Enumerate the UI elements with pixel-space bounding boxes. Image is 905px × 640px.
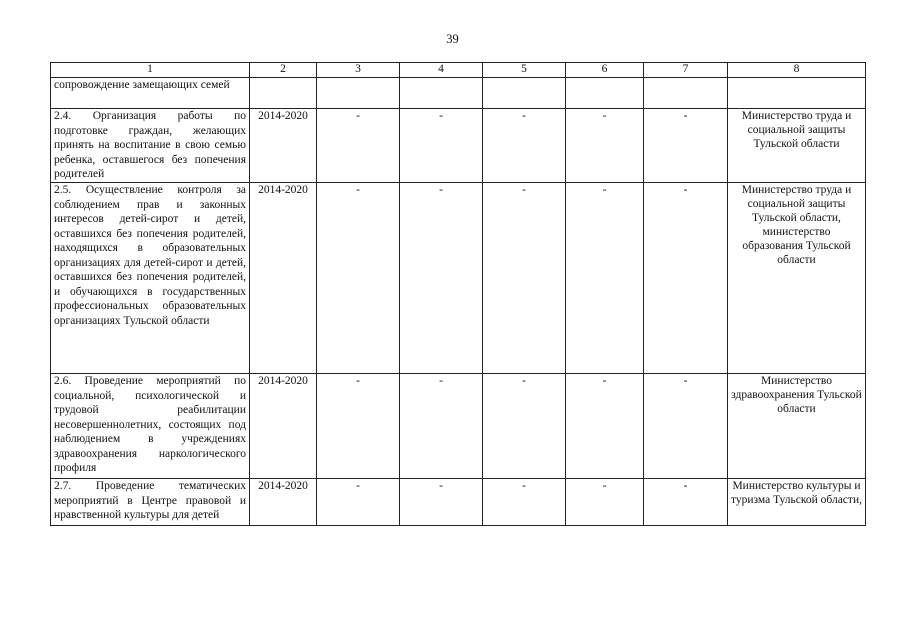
column-header: 5 [483, 63, 566, 78]
column-header: 3 [317, 63, 400, 78]
table-row [51, 374, 866, 479]
value-cell: - [566, 479, 644, 526]
value-cell: - [483, 479, 566, 526]
program-activities-table [50, 62, 866, 526]
value-cell: - [566, 183, 644, 374]
value-cell: - [566, 109, 644, 183]
table-row [51, 78, 866, 109]
period-cell: 2014-2020 [250, 479, 317, 526]
activity-description: сопровождение замещающих семей [51, 78, 250, 109]
value-cell: - [483, 374, 566, 479]
value-cell: - [317, 479, 400, 526]
value-cell: - [644, 374, 728, 479]
value-cell: - [317, 183, 400, 374]
table-row [51, 183, 866, 374]
responsible-agency: Министерство культуры и туризма Тульской области, [728, 479, 866, 526]
value-cell: - [400, 374, 483, 479]
column-header: 2 [250, 63, 317, 78]
column-header: 8 [728, 63, 866, 78]
value-cell [317, 78, 400, 109]
value-cell [644, 78, 728, 109]
value-cell: - [483, 109, 566, 183]
responsible-agency: Министерство труда и социальной защиты Тульской области [728, 109, 866, 183]
responsible-agency: Министерство здравоохранения Тульской области [728, 374, 866, 479]
value-cell: - [400, 183, 483, 374]
responsible-agency [728, 78, 866, 109]
column-header: 7 [644, 63, 728, 78]
value-cell: - [317, 109, 400, 183]
period-cell: 2014-2020 [250, 374, 317, 479]
period-cell: 2014-2020 [250, 183, 317, 374]
value-cell: - [644, 479, 728, 526]
column-header: 6 [566, 63, 644, 78]
activity-description: 2.4. Организация работы по подготовке граждан, желающих принять на воспитание в свою семью ребенка, оставшегося без попечения родителей [51, 109, 250, 183]
responsible-agency: Министерство труда и социальной защиты Тульской области, министерство образования Тульской области [728, 183, 866, 374]
value-cell: - [400, 479, 483, 526]
table-row [51, 109, 866, 183]
activity-description: 2.7. Проведение тематических мероприятий в Центре правовой и нравственной культуры для детей [51, 479, 250, 526]
period-cell [250, 78, 317, 109]
header-row [51, 63, 866, 78]
period-cell: 2014-2020 [250, 109, 317, 183]
column-header: 1 [51, 63, 250, 78]
table-row [51, 479, 866, 526]
column-header: 4 [400, 63, 483, 78]
value-cell: - [400, 109, 483, 183]
value-cell: - [566, 374, 644, 479]
activity-description: 2.6. Проведение мероприятий по социальной, психологической и трудовой реабилитации несовершеннолетних, состоящих под наблюдением в учреждениях здравоохранения наркологического профиля [51, 374, 250, 479]
value-cell [566, 78, 644, 109]
value-cell [483, 78, 566, 109]
activity-description: 2.5. Осуществление контроля за соблюдением прав и законных интересов детей-сирот и детей, оставшихся без попечения родителей, находящихся в образовательных организациях для детей-сирот и детей, оставшихся без попечения родителей, и обучающихся в государственных профессиональных образовательных организациях Тульской области [51, 183, 250, 374]
value-cell: - [317, 374, 400, 479]
value-cell: - [483, 183, 566, 374]
value-cell [400, 78, 483, 109]
page-number: 39 [446, 32, 459, 46]
value-cell: - [644, 109, 728, 183]
value-cell: - [644, 183, 728, 374]
